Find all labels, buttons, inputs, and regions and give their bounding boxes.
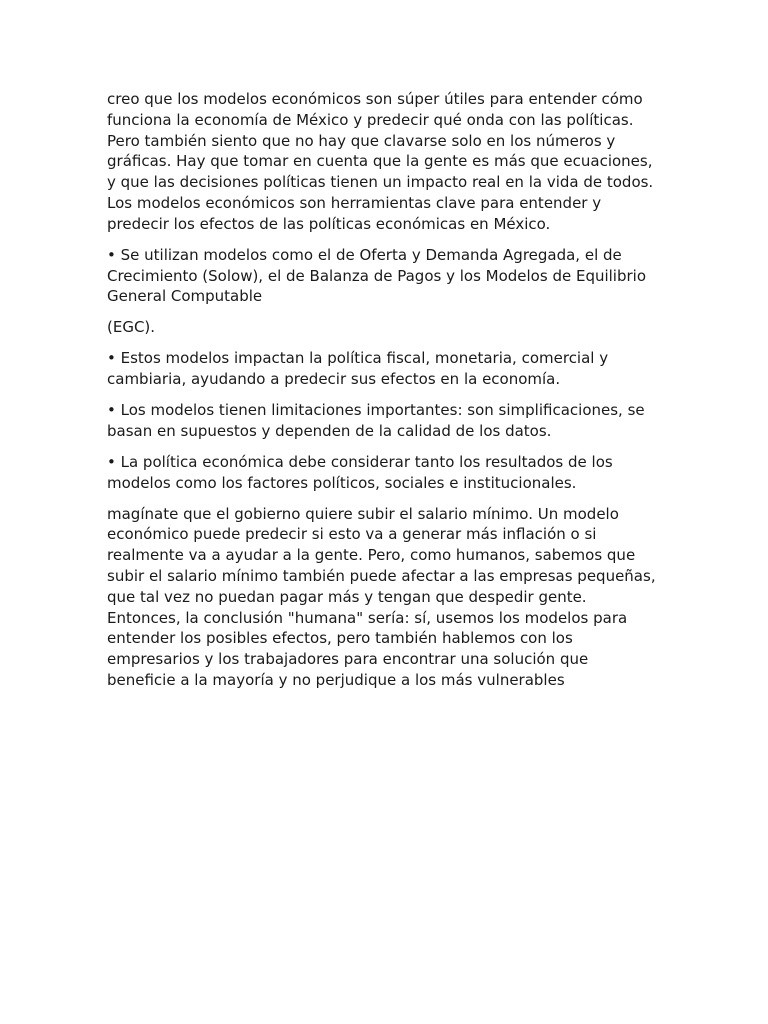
- egc-continuation: (EGC).: [107, 318, 156, 337]
- bullet-limitations: • Los modelos tienen limitaciones importantes: son simplificaciones, se basan en supuestos y dependen de la calidad de los datos.: [107, 401, 645, 440]
- document-page: [107, 89, 667, 701]
- bullet-policy-impact: • Estos modelos impactan la política fiscal, monetaria, comercial y cambiaria, ayudando a predecir sus efectos en la economía.: [107, 349, 609, 389]
- bullet-considerations: • La política económica debe considerar tanto los resultados de los modelos como los factores políticos, sociales e institucionales.: [107, 452, 613, 492]
- intro-paragraph: creo que los modelos económicos son súper útiles para entender cómo funciona la economía de México y predecir qué onda con las políticas. Pero también siento que no hay que clavarse solo en los números y gráficas. Hay que tomar en cuenta que la gente es más que ecuaciones, y que las decisiones políticas tienen un impacto real en la vida de todos. Los modelos económicos son herramientas clave para entender y predecir los efectos de las políticas económicas en México.: [107, 90, 654, 233]
- bullet-models-used: • Se utilizan modelos como el de Oferta y Demanda Agregada, el de Crecimiento (Solow), el de Balanza de Pagos y los Modelos de Equilibrio General Computable: [107, 245, 647, 306]
- example-paragraph: magínate que el gobierno quiere subir el salario mínimo. Un modelo económico puede predecir si esto va a generar más inflación o si realmente va a ayudar a la gente. Pero, como humanos, sabemos que subir el salario mínimo también puede afectar a las empresas pequeñas, que tal vez no puedan pagar más y tengan que despedir gente. Entonces, la conclusión "humana" sería: sí, usemos los modelos para entender los posibles efectos, pero también hablemos con los empresarios y los trabajadores para encontrar una solución que beneficie a la mayoría y no perjudique a los más vulnerables: [107, 504, 656, 690]
